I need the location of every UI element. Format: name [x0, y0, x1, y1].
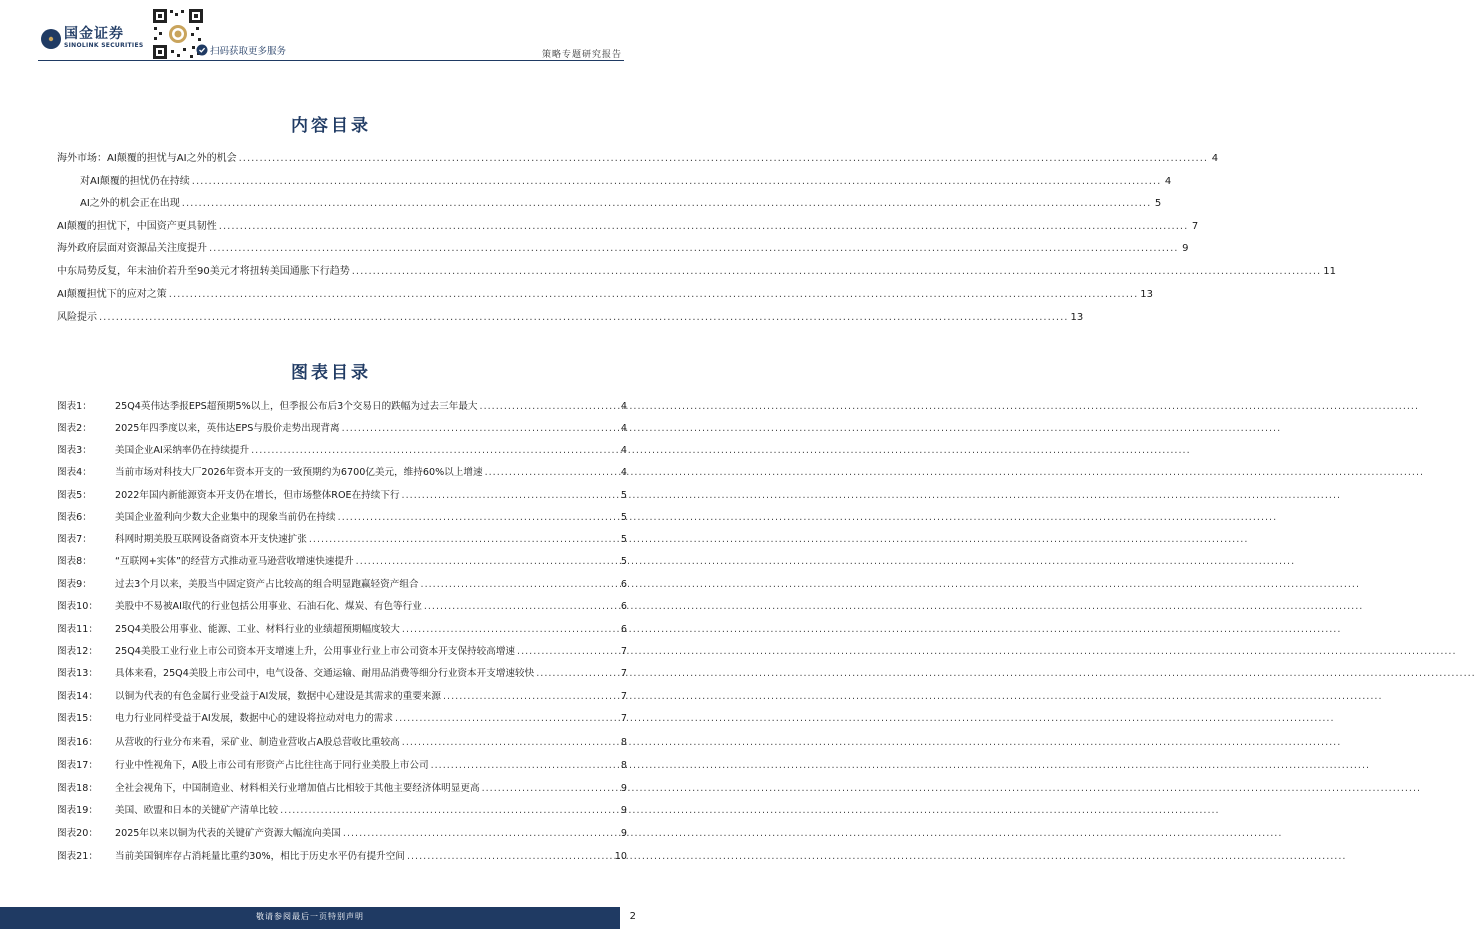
leader-dots [402, 489, 615, 503]
figure-number: 图表17： [57, 760, 98, 771]
figure-label: 2025年以来以铜为代表的关键矿产资源大幅流向美国 [115, 828, 341, 839]
leader-dots [402, 623, 615, 637]
leader-dots [352, 265, 1321, 279]
figure-label: 美国企业盈利向少数大企业集中的现象当前仍在持续 [115, 512, 336, 523]
leader-dots [338, 511, 615, 525]
figure-number: 图表12： [57, 646, 98, 657]
leader-dots [342, 422, 615, 436]
toc-item[interactable] [57, 242, 1189, 256]
leader-dots [431, 759, 615, 773]
toc-item[interactable] [80, 175, 1172, 189]
figure-page: 5 [620, 556, 627, 567]
figure-item[interactable] [57, 850, 627, 864]
figure-label: 2022年国内新能源资本开支仍在增长，但市场整体ROE在持续下行 [115, 490, 400, 501]
toc-item[interactable] [57, 265, 1336, 279]
figure-number: 图表19： [57, 805, 98, 816]
figure-number: 图表6： [57, 512, 92, 523]
figure-label: 美国、欧盟和日本的关键矿产清单比较 [115, 805, 279, 816]
leader-dots [395, 712, 615, 726]
figure-number: 图表13： [57, 668, 98, 679]
toc-title: 内容目录 [291, 116, 371, 136]
figure-item[interactable] [57, 667, 627, 681]
report-type: 策略专题研究报告 [541, 50, 622, 60]
figure-item[interactable] [57, 690, 627, 704]
leader-dots [407, 850, 613, 864]
scan-icon [196, 44, 208, 56]
toc-item-page: 13 [1140, 289, 1153, 300]
figure-page: 7 [620, 646, 627, 657]
figure-page: 7 [620, 668, 627, 679]
header-divider [38, 60, 624, 61]
leader-dots [482, 782, 615, 796]
toc-item[interactable] [57, 288, 1153, 302]
figure-page: 8 [620, 737, 627, 748]
page-number: 2 [629, 911, 636, 922]
figure-item[interactable] [57, 600, 627, 614]
figure-number: 图表15： [57, 713, 98, 724]
toc-item-label: AI颠覆的担忧下，中国资产更具韧性 [57, 221, 217, 232]
leader-dots [421, 578, 615, 592]
figure-page: 6 [620, 579, 627, 590]
figure-item[interactable] [57, 511, 627, 525]
figure-page: 8 [620, 760, 627, 771]
figure-item[interactable] [57, 712, 627, 726]
figure-item[interactable] [57, 623, 627, 637]
figure-item[interactable] [57, 827, 627, 841]
leader-dots [309, 533, 615, 547]
toc-item-label: AI颠覆担忧下的应对之策 [57, 289, 167, 300]
figure-label: 当前市场对科技大厂2026年资本开支的一致预期约为6700亿美元，维持60%以上增速 [115, 467, 483, 478]
figure-number: 图表20： [57, 828, 98, 839]
brand-name-cn: 国金证券 [64, 26, 124, 42]
leader-dots [485, 466, 615, 480]
figure-page: 4 [620, 423, 627, 434]
sinolink-logo-icon [40, 28, 62, 50]
figure-page: 5 [620, 534, 627, 545]
figure-page: 4 [620, 401, 627, 412]
figure-label: 行业中性视角下，A股上市公司有形资产占比往往高于同行业美股上市公司 [115, 760, 429, 771]
figure-page: 5 [620, 490, 627, 501]
figure-page: 5 [620, 512, 627, 523]
figure-item[interactable] [57, 782, 627, 796]
figure-item[interactable] [57, 533, 627, 547]
toc-item[interactable] [57, 311, 1084, 325]
figure-label: 美股中不易被AI取代的行业包括公用事业、石油石化、煤炭、有色等行业 [115, 601, 422, 612]
leader-dots [192, 175, 1161, 189]
figure-number: 图表21： [57, 851, 98, 862]
toc-item-page: 5 [1154, 198, 1162, 209]
figure-number: 图表2： [57, 423, 92, 434]
figure-page: 6 [620, 624, 627, 635]
figure-page: 7 [620, 691, 627, 702]
leader-dots [480, 400, 615, 414]
toc-item-label: 中东局势反复，年末油价若升至90美元才将扭转美国通胀下行趋势 [57, 266, 350, 277]
figure-item[interactable] [57, 804, 627, 818]
brand-name-en: SINOLINK SECURITIES [64, 42, 144, 49]
figure-page: 10 [614, 851, 627, 862]
figure-item[interactable] [57, 489, 627, 503]
figure-item[interactable] [57, 422, 627, 436]
leader-dots [99, 311, 1068, 325]
leader-dots [517, 645, 615, 659]
toc-item-label: 风险提示 [57, 312, 97, 323]
figure-label: 过去3个月以来，美股当中固定资产占比较高的组合明显跑赢轻资产组合 [115, 579, 419, 590]
figure-label: 25Q4英伟达季报EPS超预期5%以上，但季报公布后3个交易日的跌幅为过去三年最大 [115, 401, 478, 412]
figure-page: 7 [620, 713, 627, 724]
figure-number: 图表7： [57, 534, 92, 545]
figure-page: 4 [620, 467, 627, 478]
leader-dots [443, 690, 615, 704]
leader-dots [182, 197, 1151, 211]
figure-number: 图表8： [57, 556, 92, 567]
toc-item-page: 7 [1191, 221, 1199, 232]
figure-number: 图表1： [57, 401, 92, 412]
leader-dots [402, 736, 615, 750]
figure-label: 美国企业AI采纳率仍在持续提升 [115, 445, 250, 456]
figure-label: 电力行业同样受益于AI发展，数据中心的建设将拉动对电力的需求 [115, 713, 394, 724]
toc-item-label: 海外政府层面对资源品关注度提升 [57, 243, 207, 254]
leader-dots [219, 220, 1188, 234]
figure-label: 科网时期美股互联网设备商资本开支快速扩张 [115, 534, 307, 545]
toc-item[interactable] [80, 197, 1162, 211]
figure-number: 图表3： [57, 445, 92, 456]
figure-item[interactable] [57, 466, 627, 480]
toc-item-label: 对AI颠覆的担忧仍在持续 [80, 176, 190, 187]
leader-dots [251, 444, 615, 458]
figure-page: 9 [620, 828, 627, 839]
figure-item[interactable] [57, 555, 627, 569]
figure-label: 2025年四季度以来，英伟达EPS与股价走势出现背离 [115, 423, 340, 434]
figure-label: 具体来看，25Q4美股上市公司中，电气设备、交通运输、耐用品消费等细分行业资本开支增速较快 [115, 668, 535, 679]
leader-dots [343, 827, 615, 841]
leader-dots [239, 152, 1208, 166]
figure-label: “互联网+实体”的经营方式推动亚马逊营收增速快速提升 [115, 556, 354, 567]
figure-item[interactable] [57, 645, 627, 659]
figure-label: 25Q4美股工业行业上市公司资本开支增速上升，公用事业行业上市公司资本开支保持较高增速 [115, 646, 516, 657]
figure-page: 9 [620, 805, 627, 816]
leader-dots [280, 804, 615, 818]
figure-page: 6 [620, 601, 627, 612]
figure-number: 图表14： [57, 691, 98, 702]
toc-item-page: 4 [1211, 153, 1219, 164]
leader-dots [536, 667, 615, 681]
leader-dots [209, 242, 1178, 256]
figure-label: 全社会视角下，中国制造业、材料相关行业增加值占比相较于其他主要经济体明显更高 [115, 783, 480, 794]
toc-item-label: AI之外的机会正在出现 [80, 198, 180, 209]
figure-label: 从营收的行业分布来看，采矿业、制造业营收占A股总营收比重较高 [115, 737, 400, 748]
figure-number: 图表11： [57, 624, 98, 635]
figure-label: 当前美国铜库存占消耗量比重约30%，相比于历史水平仍有提升空间 [115, 851, 405, 862]
toc-item-page: 13 [1070, 312, 1084, 323]
figure-number: 图表10： [57, 601, 98, 612]
scan-service-text: 扫码获取更多服务 [210, 46, 287, 57]
figure-label: 25Q4美股公用事业、能源、工业、材料行业的业绩超预期幅度较大 [115, 624, 400, 635]
figure-item[interactable] [57, 578, 627, 592]
figure-number: 图表18： [57, 783, 98, 794]
toc-item[interactable] [57, 220, 1199, 234]
leader-dots [424, 600, 615, 614]
figure-number: 图表5： [57, 490, 92, 501]
figure-page: 9 [620, 783, 627, 794]
toc-item-page: 9 [1182, 243, 1189, 254]
figure-page: 4 [620, 445, 627, 456]
figure-item[interactable] [57, 400, 627, 414]
figure-number: 图表9： [57, 579, 92, 590]
figure-item[interactable] [57, 736, 627, 750]
footer-disclaimer: 敬请参阅最后一页特别声明 [256, 912, 364, 921]
figures-title: 图表目录 [291, 363, 371, 383]
toc-item-label: 海外市场：AI颠覆的担忧与AI之外的机会 [57, 153, 237, 164]
toc-item[interactable] [57, 152, 1219, 166]
figure-number: 图表4： [57, 467, 92, 478]
figure-number: 图表16： [57, 737, 98, 748]
leader-dots [169, 288, 1138, 302]
figure-item[interactable] [57, 444, 627, 458]
toc-item-page: 11 [1323, 266, 1336, 277]
figure-item[interactable] [57, 759, 627, 773]
toc-item-page: 4 [1164, 176, 1172, 187]
figure-label: 以铜为代表的有色金属行业受益于AI发展，数据中心建设是其需求的重要来源 [115, 691, 441, 702]
leader-dots [356, 555, 615, 569]
